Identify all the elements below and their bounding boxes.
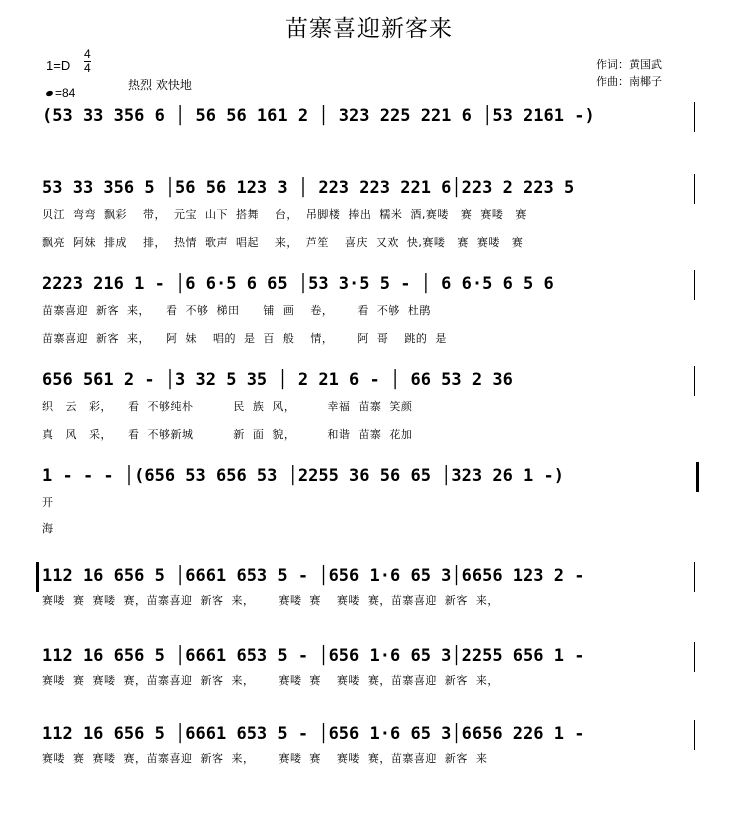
lyric-verse-1: 开 (42, 496, 54, 509)
final-barline (696, 462, 699, 492)
lyric-verse-1: 赛喽 赛 赛喽 赛，苗寨喜迎 新客 来， 赛喽 赛 赛喽 赛，苗寨喜迎 新客 来， (42, 674, 499, 687)
lyric-verse-2: 海 (42, 522, 54, 535)
notes-line: 1 - - - │(656 53 656 53 │2255 36 56 65 │323 26 1 -) (42, 466, 564, 486)
barline (694, 174, 695, 204)
lyric-verse-2: 真 风 采， 看 不够新城 新 面 貌， 和谐 苗寨 花加 (42, 428, 413, 441)
credits (596, 56, 662, 90)
song-title: 苗寨喜迎新客来 (285, 16, 453, 42)
time-signature (84, 48, 91, 75)
notes-line: 2223 216 1 - │6 6·5 6 65 │53 3·5 5 - │ 6 6·5 6 5 6 (42, 274, 554, 294)
lyric-verse-1: 织 云 彩， 看 不够纯朴 民 族 风， 幸福 苗寨 笑颜 (42, 400, 413, 413)
barline (694, 562, 695, 592)
composer: 作曲：南椰子 (596, 75, 662, 88)
barline (694, 102, 695, 132)
barline (694, 366, 695, 396)
time-numerator: 4 (84, 47, 91, 61)
notes-line: 112 16 656 5 │6661 653 5 - │656 1·6 65 3│6656 226 1 - (42, 724, 585, 744)
lyric-verse-2: 苗寨喜迎 新客 来， 阿 妹 唱的 是 百 般 情， 阿 哥 跳的 是 (42, 332, 447, 345)
lyric-verse-1: 苗寨喜迎 新客 来， 看 不够 梯田 铺 画 卷， 看 不够 杜鹃 (42, 304, 431, 317)
tempo-value: =84 (55, 86, 76, 100)
lyric-verse-1: 赛喽 赛 赛喽 赛，苗寨喜迎 新客 来， 赛喽 赛 赛喽 赛，苗寨喜迎 新客 来 (42, 752, 488, 765)
lyricist: 作词：黄国武 (596, 58, 662, 71)
notes-line: 112 16 656 5 │6661 653 5 - │656 1·6 65 3│2255 656 1 - (42, 646, 585, 666)
repeat-start-barline (36, 562, 39, 592)
notes-line: 112 16 656 5 │6661 653 5 - │656 1·6 65 3│6656 123 2 - (42, 566, 585, 586)
barline (694, 642, 695, 672)
barline (694, 720, 695, 750)
time-denominator: 4 (84, 61, 91, 75)
key-signature: 1=D (46, 58, 71, 73)
lyric-verse-2: 飘亮 阿妹 排成 排， 热情 歌声 唱起 来， 芦笙 喜庆 又欢 快,赛喽 赛 赛喽 赛 (42, 236, 524, 249)
notes-line: 53 33 356 5 │56 56 123 3 │ 223 223 221 6│223 2 223 5 (42, 178, 575, 198)
notes-line: (53 33 356 6 │ 56 56 161 2 │ 323 225 221 6 │53 2161 -) (42, 106, 595, 126)
lyric-verse-1: 贝江 弯弯 飘彩 带， 元宝 山下 搭舞 台， 吊脚楼 捧出 糯米 酒,赛喽 赛 赛喽 赛 (42, 208, 527, 221)
lyric-verse-1: 赛喽 赛 赛喽 赛，苗寨喜迎 新客 来， 赛喽 赛 赛喽 赛，苗寨喜迎 新客 来， (42, 594, 499, 607)
expression-marking: 热烈 欢快地 (128, 78, 192, 92)
tempo-marking (46, 86, 75, 100)
quarter-note-icon (45, 90, 53, 97)
barline (694, 270, 695, 300)
notes-line: 656 561 2 - │3 32 5 35 │ 2 21 6 - │ 66 53 2 36 (42, 370, 513, 390)
